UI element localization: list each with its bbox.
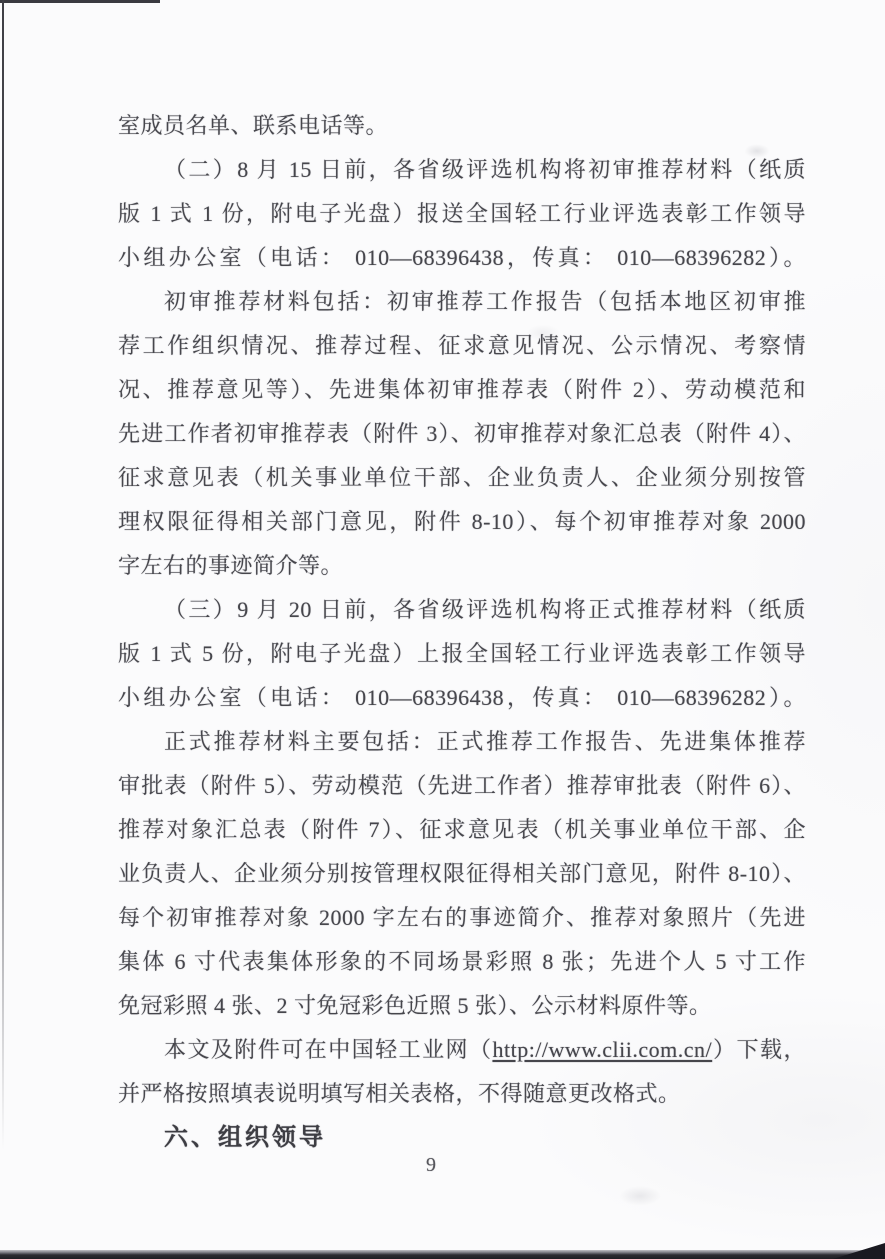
url-text: http://www.clii.com.cn/ xyxy=(492,1037,713,1062)
page-number: 9 xyxy=(426,1154,436,1176)
scan-artifact-top-bar xyxy=(0,0,160,3)
text-line: 小组办公室（电话： 010—68396438，传真： 010—68396282）。 xyxy=(118,685,806,710)
text-line: 推荐对象汇总表（附件 7）、征求意见表（机关事业单位干部、企 xyxy=(118,817,806,842)
url-suffix-text: ）下载， xyxy=(712,1037,806,1062)
text-line: 荐工作组织情况、推荐过程、征求意见情况、公示情况、考察情 xyxy=(118,333,806,358)
text-line: （三）9 月 20 日前，各省级评选机构将正式推荐材料（纸质 xyxy=(164,597,806,622)
text-line: 业负责人、企业须分别按管理权限征得相关部门意见，附件 8-10）、 xyxy=(118,861,806,886)
text-line: 免冠彩照 4 张、2 寸免冠彩色近照 5 张）、公示材料原件等。 xyxy=(118,993,712,1018)
text-line: 审批表（附件 5）、劳动模范（先进工作者）推荐审批表（附件 6）、 xyxy=(118,773,806,798)
document-text xyxy=(118,104,806,1160)
text-line: 字左右的事迹简介等。 xyxy=(118,553,344,578)
text-line: 正式推荐材料主要包括：正式推荐工作报告、先进集体推荐 xyxy=(164,729,806,754)
text-line: 小组办公室（电话： 010—68396438，传真： 010—68396282）。 xyxy=(118,245,806,270)
text-line: 室成员名单、联系电话等。 xyxy=(118,113,389,138)
text-line: 版 1 式 5 份，附电子光盘）上报全国轻工行业评选表彰工作领导 xyxy=(118,641,806,666)
text-line: 况、推荐意见等）、先进集体初审推荐表（附件 2）、劳动模范和 xyxy=(118,377,806,402)
text-line: 征求意见表（机关事业单位干部、企业负责人、企业须分别按管 xyxy=(118,465,806,490)
text-line: 先进工作者初审推荐表（附件 3）、初审推荐对象汇总表（附件 4）、 xyxy=(118,421,806,446)
text-line: 集体 6 寸代表集体形象的不同场景彩照 8 张；先进个人 5 寸工作 xyxy=(118,949,806,974)
text-line-with-url xyxy=(118,1028,806,1072)
text-line: 理权限征得相关部门意见，附件 8-10）、每个初审推荐对象 2000 xyxy=(118,509,806,534)
text-line: 每个初审推荐对象 2000 字左右的事迹简介、推荐对象照片（先进 xyxy=(118,905,806,930)
scan-artifact-bottom-bar xyxy=(0,1250,885,1259)
text-line: 版 1 式 1 份，附电子光盘）报送全国轻工行业评选表彰工作领导 xyxy=(118,201,806,226)
text-line: （二）8 月 15 日前，各省级评选机构将初审推荐材料（纸质 xyxy=(164,157,806,182)
section-heading: 六、组织领导 xyxy=(164,1124,326,1151)
scan-artifact-corner-wedge xyxy=(833,1243,885,1259)
scan-artifact-left-line xyxy=(2,0,4,1150)
url-prefix-text: 本文及附件可在中国轻工业网（ xyxy=(164,1037,493,1062)
text-line: 并严格按照填表说明填写相关表格，不得随意更改格式。 xyxy=(118,1081,681,1106)
text-line: 初审推荐材料包括：初审推荐工作报告（包括本地区初审推 xyxy=(164,289,806,314)
